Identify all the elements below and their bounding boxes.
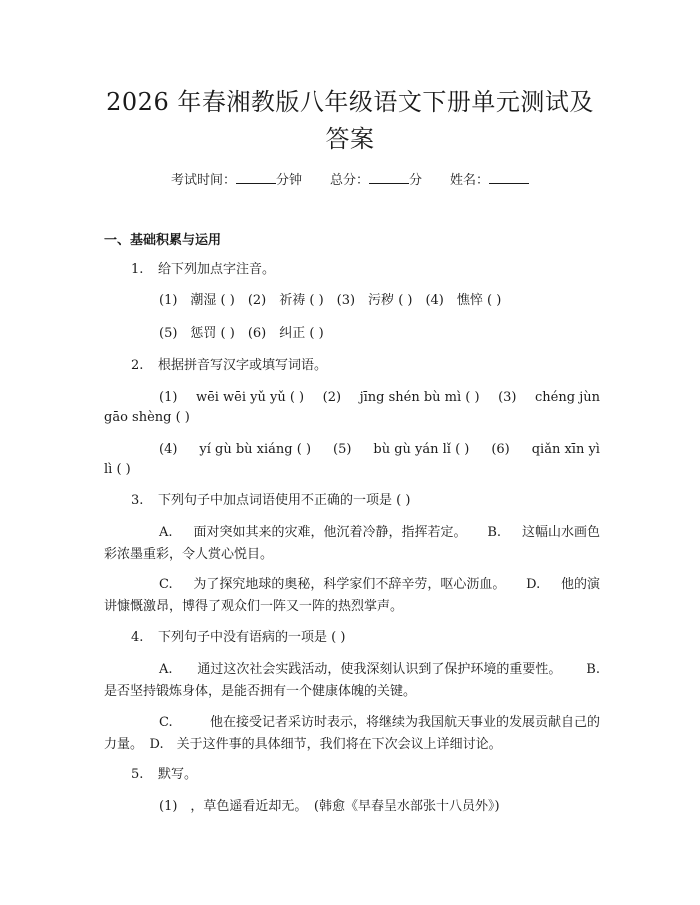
- time-unit: 分钟: [275, 173, 302, 188]
- score-label: 总分：: [329, 173, 369, 188]
- q2-item-pinyin: yí gù bù xiáng ( ): [199, 442, 312, 457]
- question-number: 3.: [131, 493, 144, 508]
- question-text: 根据拼音写汉字或填写词语。: [158, 358, 328, 373]
- option-text: 这幅山水画色: [521, 525, 600, 540]
- option-text: 他在接受记者采访时表示，将继续为我国航天事业的发展贡献自己的: [209, 715, 600, 730]
- q4-option-b-cont: 是否坚持锻炼身体，是能否拥有一个健康体魄的关键。: [104, 684, 417, 699]
- q2-item-label: (6): [491, 442, 510, 457]
- q3-option-cd: [159, 576, 600, 594]
- option-text: 为了探究地球的奥秘，科学家们不辞辛劳，呕心沥血。: [193, 577, 506, 592]
- q2-item-label: (2): [322, 390, 342, 405]
- q2-row-2: [159, 441, 600, 459]
- question-text: 下列句子中加点词语使用不正确的一项是 ( ): [158, 493, 411, 508]
- option-letter: A.: [159, 662, 173, 677]
- q4-option-ab: [159, 661, 600, 679]
- q2-item-pinyin: qiǎn xīn yì: [531, 442, 600, 457]
- q2-item-pinyin: chéng jùn: [535, 390, 600, 405]
- page-title-line-2: 答案: [325, 125, 375, 153]
- question-4: [131, 629, 345, 647]
- q3-option-b-cont: 彩浓墨重彩，令人赏心悦目。: [104, 547, 274, 562]
- q1-options-row-2: (5) 惩罚 ( ) (6) 纠正 ( ): [159, 326, 324, 341]
- option-letter: B.: [487, 525, 502, 540]
- q4-option-c: [159, 714, 600, 732]
- q2-item-pinyin: jīng shén bù mì ( ): [359, 390, 480, 405]
- q3-option-d-cont: 讲慷慨激昂，博得了观众们一阵又一阵的热烈掌声。: [104, 599, 404, 614]
- question-number: 1.: [131, 262, 144, 277]
- question-5: [131, 766, 197, 784]
- time-blank[interactable]: [236, 171, 276, 184]
- option-text: 面对突如其来的灾难，他沉着冷静，指挥若定。: [193, 525, 467, 540]
- question-number: 5.: [131, 767, 144, 782]
- q2-item-pinyin: wēi wēi yǔ yǔ ( ): [195, 390, 305, 405]
- option-text: 他的演: [560, 577, 600, 592]
- q2-item-label: (1): [159, 390, 178, 405]
- name-label: 姓名：: [450, 173, 490, 188]
- question-number: 4.: [131, 630, 144, 645]
- section-heading: 一、基础积累与运用: [104, 233, 222, 248]
- option-letter: B.: [586, 662, 600, 677]
- page-title-line-1: 2026 年春湘教版八年级语文下册单元测试及: [106, 88, 594, 116]
- option-letter: A.: [159, 525, 173, 540]
- q2-row-1: [159, 389, 600, 407]
- option-letter: C.: [159, 577, 173, 592]
- score-unit: 分: [409, 173, 423, 188]
- q2-item-label: (5): [333, 442, 352, 457]
- time-label: 考试时间：: [170, 173, 236, 188]
- question-text: 下列句子中没有语病的一项是 ( ): [158, 630, 346, 645]
- option-letter: D.: [526, 577, 541, 592]
- option-letter: C.: [159, 715, 173, 730]
- question-3: [131, 492, 410, 510]
- q3-option-ab: [159, 524, 600, 542]
- question-2: [131, 357, 327, 375]
- q2-item-pinyin: bù gù yán lǐ ( ): [373, 442, 470, 457]
- q2-row-1-cont: gāo shèng ( ): [104, 410, 190, 425]
- name-blank[interactable]: [489, 171, 529, 184]
- q5-row-1: (1) ，草色遥看近却无。 (韩愈《早春呈水部张十八员外》): [159, 799, 500, 814]
- question-number: 2.: [131, 358, 144, 373]
- question-text: 给下列加点字注音。: [158, 262, 276, 277]
- q4-option-cd-cont: 力量。 D. 关于这件事的具体细节，我们将在下次会议上详细讨论。: [104, 737, 502, 752]
- q2-item-label: (3): [498, 390, 517, 405]
- question-text: 默写。: [158, 767, 198, 782]
- q2-item-label: (4): [159, 442, 178, 457]
- q2-row-2-cont: lì ( ): [104, 462, 131, 477]
- question-1: [131, 261, 275, 279]
- score-blank[interactable]: [369, 171, 409, 184]
- option-text: 通过这次社会实践活动，使我深刻认识到了保护环境的重要性。: [197, 662, 562, 677]
- q1-options-row-1: (1) 潮湿 ( ) (2) 祈祷 ( ) (3) 污秽 ( ) (4) 憔悴 ( ): [159, 293, 502, 308]
- exam-meta: [0, 169, 700, 188]
